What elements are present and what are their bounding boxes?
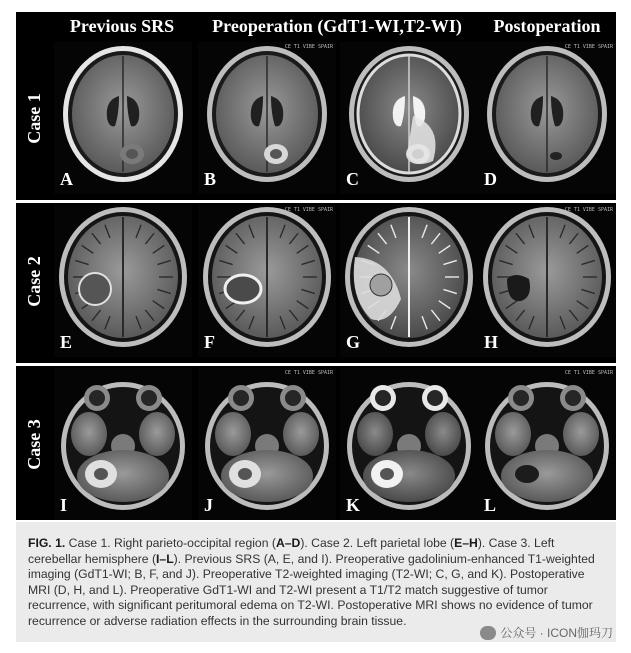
mri-panel-i xyxy=(54,368,192,520)
mri-scan-image xyxy=(54,205,192,357)
column-header-previous-srs: Previous SRS xyxy=(69,16,175,36)
row-divider xyxy=(16,363,616,366)
panel-letter: I xyxy=(60,495,68,515)
column-header-preoperation: Preoperation (GdT1-WI,T2-WI) xyxy=(212,16,462,36)
scan-sequence-tag: CE T1 VIBE SPAIR xyxy=(564,370,613,376)
mri-scan-image xyxy=(198,42,336,194)
panel-letter: F xyxy=(204,332,215,352)
mri-panel-c xyxy=(340,42,478,194)
scan-sequence-tag: CE T1 VIBE SPAIR xyxy=(564,44,613,50)
mri-scan-image xyxy=(54,42,192,194)
mri-scan-image xyxy=(340,205,478,357)
mri-panel-k xyxy=(340,368,478,520)
watermark xyxy=(480,624,613,641)
panel-letter: H xyxy=(484,332,499,352)
mri-panel-l xyxy=(478,368,616,520)
mri-scan-image xyxy=(198,368,336,520)
panel-letter: A xyxy=(60,169,73,189)
panel-letter: B xyxy=(204,169,217,189)
mri-panel-d xyxy=(478,42,616,194)
mri-panel-e xyxy=(54,205,192,357)
mri-panel-a xyxy=(54,42,192,194)
watermark-text: 公众号 · ICON伽玛刀 xyxy=(500,626,613,640)
row-label-case-2: Case 2 xyxy=(23,255,44,307)
scan-sequence-tag: CE T1 VIBE SPAIR xyxy=(564,207,613,213)
mri-scan-image xyxy=(54,368,192,520)
mri-scan-image xyxy=(478,368,616,520)
panel-letter: D xyxy=(484,169,497,189)
mri-scan-image xyxy=(478,205,616,357)
panel-letter: L xyxy=(484,495,497,515)
panel-letter: K xyxy=(346,495,361,515)
panel-letter: E xyxy=(60,332,73,352)
wechat-icon xyxy=(480,626,496,640)
panel-letter: G xyxy=(346,332,361,352)
figure-label: FIG. 1. xyxy=(28,536,66,550)
row-divider xyxy=(16,200,616,203)
mri-scan-image xyxy=(340,42,478,194)
mri-panel-g xyxy=(340,205,478,357)
row-label-case-3: Case 3 xyxy=(23,418,44,470)
mri-panel-j xyxy=(198,368,336,520)
figure-panel-grid xyxy=(16,12,616,520)
mri-scan-image xyxy=(198,205,336,357)
mri-scan-image xyxy=(478,42,616,194)
scan-sequence-tag: CE T1 VIBE SPAIR xyxy=(284,370,333,376)
scan-sequence-tag: CE T1 VIBE SPAIR xyxy=(284,44,333,50)
mri-scan-image xyxy=(340,368,478,520)
caption-body: Case 1. Right parieto-occipital region (A–D). Case 2. Left parietal lobe (E–H). Case 3. Left cerebellar hemisphere (I–L). Previous SRS (A, E, and I). Preoperative gadolinium-enhanced T1-weighted imaging (GdT1-WI; B, F, and J). Preoperative T2-weighted imaging (T2-WI; C, G, and K). Postoperative MRI (D, H, and L). Preoperative GdT1-WI and T2-WI present a T1/T2 match suggestive of tumor recurrence, with significant peritumoral edema on T2-WI. Postoperative MRI shows no evidence of tumor recurrence or adverse radiation effects in the surrounding brain tissue. xyxy=(28,536,595,628)
panel-letter: J xyxy=(204,495,213,515)
column-header-postoperation: Postoperation xyxy=(493,16,601,36)
mri-panel-f xyxy=(198,205,336,357)
panel-letter: C xyxy=(346,169,359,189)
mri-panel-b xyxy=(198,42,336,194)
mri-panel-h xyxy=(478,205,616,357)
row-label-case-1: Case 1 xyxy=(23,92,44,144)
scan-sequence-tag: CE T1 VIBE SPAIR xyxy=(284,207,333,213)
